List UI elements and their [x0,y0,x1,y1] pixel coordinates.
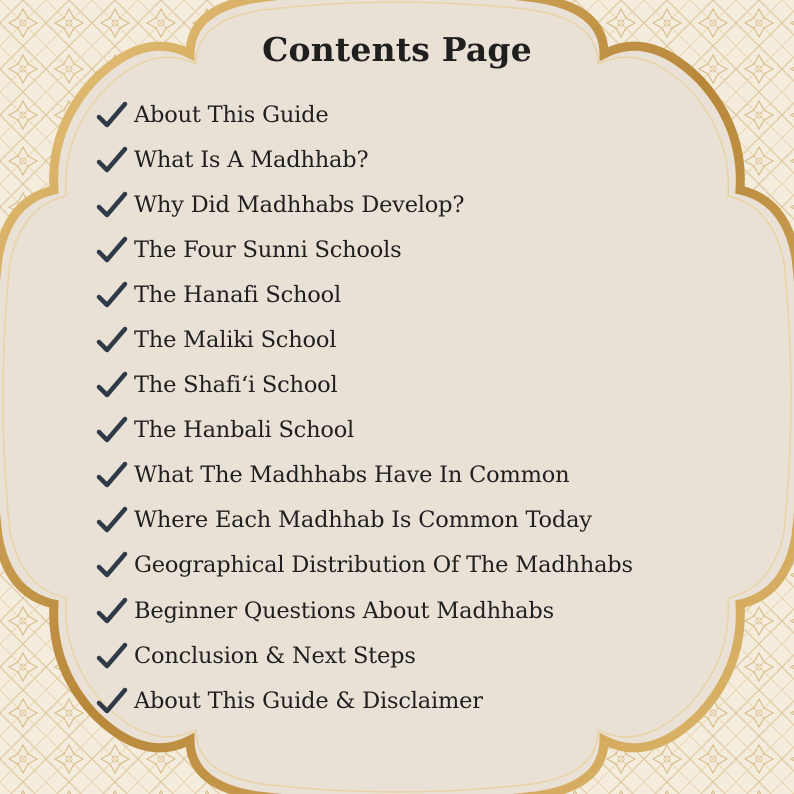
toc-item [96,543,633,588]
checkmark-icon [96,235,128,265]
toc-item-label: The Four Sunni Schools [134,236,402,263]
toc-item-label: Conclusion & Next Steps [134,642,416,669]
checkmark-icon [96,415,128,445]
checkmark-icon [96,460,128,490]
checkmark-icon [96,596,128,626]
toc-item-label: Why Did Madhhabs Develop? [134,191,465,218]
toc-item-label: About This Guide [134,101,329,128]
page-title: Contents Page [262,30,532,69]
checkmark-icon [96,550,128,580]
toc-item [96,92,633,137]
toc-item-label: Geographical Distribution Of The Madhhabs [134,552,633,579]
toc-item [96,363,633,408]
toc-item-label: Beginner Questions About Madhhabs [134,597,554,624]
checkmark-icon [96,686,128,716]
checkmark-icon [96,190,128,220]
toc-item [96,272,633,317]
toc-item [96,453,633,498]
table-of-contents [96,92,633,723]
toc-item-label: What The Madhhabs Have In Common [134,462,570,489]
checkmark-icon [96,280,128,310]
toc-item-label: The Hanafi School [134,281,341,308]
toc-item-label: The Maliki School [134,327,337,354]
toc-item [96,678,633,723]
checkmark-icon [96,145,128,175]
toc-item [96,588,633,633]
toc-item-label: About This Guide & Disclaimer [134,687,483,714]
toc-item [96,633,633,678]
toc-item-label: Where Each Madhhab Is Common Today [134,507,592,534]
toc-item-label: The Hanbali School [134,417,355,444]
toc-item [96,498,633,543]
checkmark-icon [96,370,128,400]
toc-item-label: The Shafi‘i School [134,372,338,399]
toc-item [96,408,633,453]
toc-item [96,182,633,227]
checkmark-icon [96,100,128,130]
toc-item [96,137,633,182]
checkmark-icon [96,505,128,535]
toc-item [96,317,633,362]
checkmark-icon [96,641,128,671]
toc-item-label: What Is A Madhhab? [134,146,369,173]
toc-item [96,227,633,272]
checkmark-icon [96,325,128,355]
